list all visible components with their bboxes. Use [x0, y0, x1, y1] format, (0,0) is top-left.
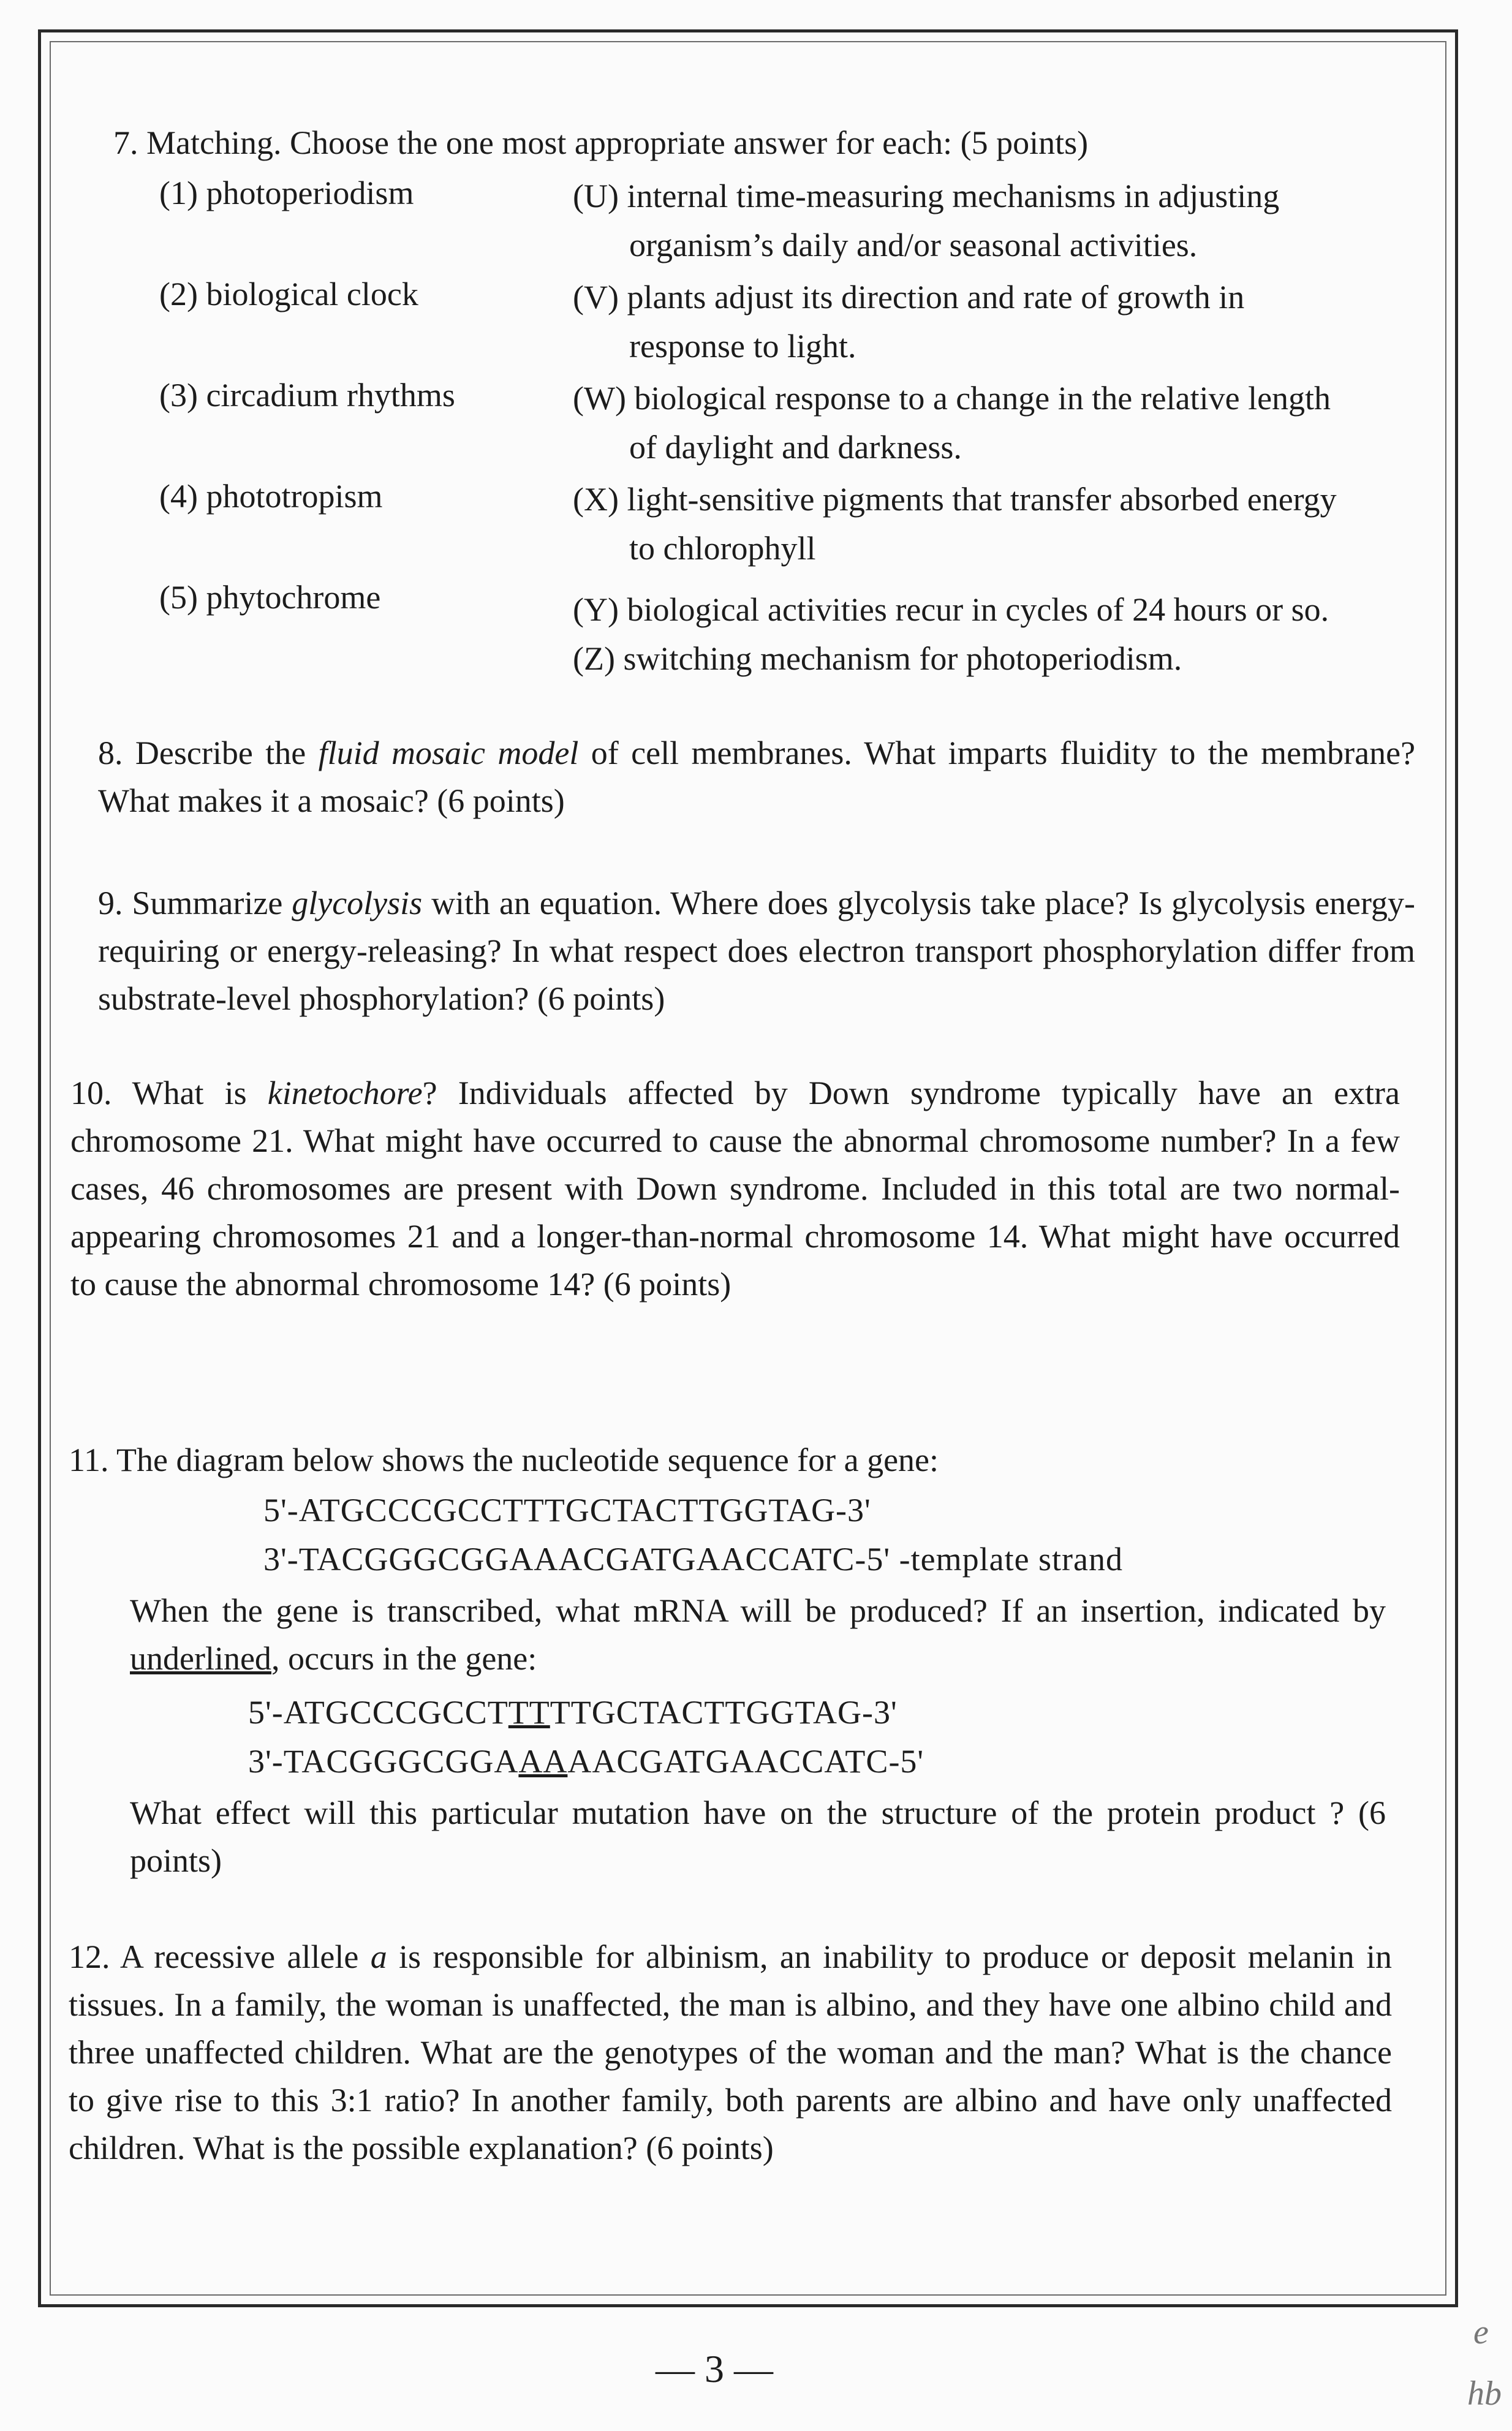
q7-choice-x [573, 475, 1431, 573]
q11-seq2-template-b: AACGATGAACCATC-5' [567, 1743, 924, 1780]
q9-text-post: with an equation. Where does glycolysis take place? Is glycolysis energy-requiring or energy-releasing? In what respect does electron transport phosphorylation differ from substrate-level phosphorylation? (6 points) [98, 885, 1415, 1017]
q7-term-4: (4) phototropism [159, 478, 383, 515]
q10-text-post: ? Individuals affected by Down syndrome typically have an extra chromosome 21. What might have occurred to cause the abnormal chromosome number? In a few cases, 46 chromosomes are present with Down syndrome. Included in this total are two normal-appearing chromosomes 21 and a longer-than-normal chromosome 14. What might have occurred to cause the abnormal chromosome 14? (6 points) [70, 1075, 1400, 1302]
q10-number: 10. [70, 1075, 112, 1111]
q8-term: fluid mosaic model [318, 735, 579, 771]
q7-term-1: (1) photoperiodism [159, 175, 414, 211]
q9-term: glycolysis [292, 885, 423, 921]
q7-choice-z-line1: (Z) switching mechanism for photoperiodism. [573, 640, 1182, 677]
q7-choice-u-line1: (U) internal time-measuring mechanisms in adjusting [573, 178, 1280, 214]
q11-mid-underlined: underlined [130, 1640, 271, 1677]
q7-choice-x-line1: (X) light-sensitive pigments that transfer absorbed energy [573, 481, 1337, 518]
question-12 [69, 1933, 1392, 2172]
q8-number: 8. [98, 735, 123, 771]
q11-intro: 11. The diagram below shows the nucleotide sequence for a gene: [69, 1442, 939, 1478]
q7-prompt: 7. Matching. Choose the one most appropriate answer for each: (5 points) [113, 124, 1089, 161]
q12-allele: a [370, 1938, 387, 1975]
page-number: — 3 — [656, 2347, 773, 2391]
q7-choice-w [573, 374, 1431, 472]
q7-choice-u-line2: organism’s daily and/or seasonal activities. [629, 227, 1198, 263]
q8-text-post: of cell membranes. What imparts fluidity to the membrane? What makes it a mosaic? (6 points) [98, 735, 1416, 819]
q11-seq1-coding: 5'-ATGCCCGCCTTTGCTACTTGGTAG-3' [263, 1492, 871, 1529]
question-9 [98, 879, 1415, 1023]
q11-seq2-coding-b: TTGCTACTTGGTAG-3' [550, 1694, 898, 1731]
q11-question: What effect will this particular mutation have on the structure of the protein product ? (6 points) [130, 1794, 1386, 1879]
question-8 [98, 729, 1415, 825]
q12-text-pre: A recessive allele [119, 1938, 359, 1975]
q10-term: kinetochore [267, 1075, 423, 1111]
q10-text-pre: What is [132, 1075, 247, 1111]
margin-note-1: e [1473, 2313, 1489, 2351]
q11-mid-post: , occurs in the gene: [271, 1640, 537, 1677]
q7-term-2: (2) biological clock [159, 276, 418, 312]
q7-choice-x-line2: to chlorophyll [629, 530, 816, 567]
q12-number: 12. [69, 1938, 110, 1975]
q7-term-5: (5) phytochrome [159, 579, 381, 616]
q11-seq2-template [248, 1737, 924, 1786]
q12-text-post: is responsible for albinism, an inability to produce or deposit melanin in tissues. In a family, the woman is unaffected, the man is albino, and they have one albino child and three unaffected children. What are the genotypes of the woman and the man? What is the chance to give rise to this 3:1 ratio? In another family, both parents are albino and have only unaffected children. What is the possible explanation? (6 points) [69, 1938, 1392, 2166]
q8-text-pre: Describe the [135, 735, 306, 771]
question-10 [70, 1069, 1400, 1308]
q7-choice-u [573, 172, 1431, 270]
q11-mid-text [130, 1587, 1386, 1682]
q11-seq2-template-a: 3'-TACGGGCGGA [248, 1743, 519, 1780]
q7-choice-z [573, 634, 1431, 683]
q11-seq2-coding [248, 1688, 898, 1737]
q9-number: 9. [98, 885, 123, 921]
q7-term-3: (3) circadium rhythms [159, 377, 455, 414]
q7-choice-v [573, 273, 1431, 371]
q9-text-pre: Summarize [132, 885, 283, 921]
q11-mid-pre: When the gene is transcribed, what mRNA will be produced? If an insertion, indicated by [130, 1592, 1386, 1629]
q7-choice-y-line1: (Y) biological activities recur in cycles of 24 hours or so. [573, 591, 1329, 628]
q11-seq2-template-insertion: AA [518, 1743, 568, 1780]
q7-choice-w-line2: of daylight and darkness. [629, 429, 962, 466]
q7-choice-v-line1: (V) plants adjust its direction and rate of growth in [573, 279, 1245, 316]
q7-choice-y [573, 585, 1431, 634]
q7-choice-w-line1: (W) biological response to a change in the relative length [573, 380, 1331, 417]
q11-seq2-coding-insertion: TT [508, 1694, 550, 1731]
q11-seq1-template: 3'-TACGGGCGGAAACGATGAACCATC-5' -template strand [263, 1541, 1124, 1578]
q7-choice-v-line2: response to light. [629, 328, 856, 365]
q11-seq2-coding-a: 5'-ATGCCCGCCT [248, 1694, 508, 1731]
margin-note-2: hb [1467, 2375, 1502, 2413]
